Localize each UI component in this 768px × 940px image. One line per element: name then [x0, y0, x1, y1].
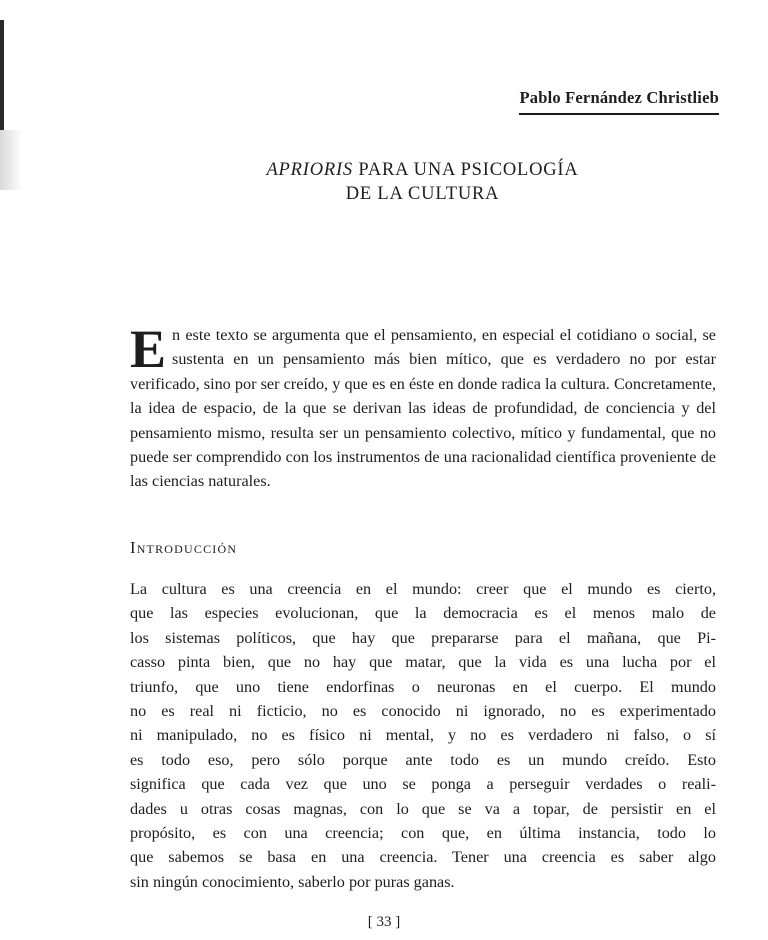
author-name: Pablo Fernández Christlieb: [519, 88, 719, 115]
body-line: dades u otras cosas magnas, con lo que se va a topar, de persistir en el: [130, 799, 716, 818]
body-line: que sabemos se basa en una creencia. Tener una creencia es saber algo: [130, 848, 716, 867]
abstract-text: n este texto se argumenta que el pensamiento, en especial el cotidiano o social, se sustenta en un pensamiento más bien mítico, que es verdadero no por estar verificado, sino por ser creído, y que es en éste en donde radica la cultura. Concretamente, la idea de espacio, de la que se derivan las ideas de profundidad, de conciencia y del pensamiento mismo, resulta ser un pensamiento colectivo, mítico y fundamental, que no puede ser comprendido con los instrumentos de una racionalidad científica proveniente de las ciencias naturales.: [130, 326, 716, 491]
scan-edge-mark: [0, 20, 4, 130]
abstract: [130, 319, 716, 494]
running-header: [519, 88, 719, 115]
scan-smudge: [0, 130, 22, 190]
body-line: significa que cada vez que uno se ponga a perseguir verdades o reali-: [130, 775, 716, 794]
body-line: casso pinta bien, que no hay que matar, que la vida es una lucha por el: [130, 653, 716, 672]
body-line: que las especies evolucionan, que la democracia es el menos malo de: [130, 604, 716, 623]
drop-cap: E: [130, 319, 167, 379]
body-line: sin ningún conocimiento, saberlo por puras ganas.: [130, 872, 455, 891]
section-heading: Introducción: [130, 538, 238, 557]
body-line: es todo eso, pero sólo porque ante todo es un mundo creído. Esto: [130, 750, 716, 769]
title-line-1-rest: PARA UNA PSICOLOGÍA: [353, 160, 579, 180]
title-line-1: [130, 158, 715, 182]
body-paragraph: [130, 577, 716, 894]
title-line-2: DE LA CULTURA: [345, 184, 500, 204]
page-number: [ 33 ]: [367, 914, 401, 930]
body-line: La cultura es una creencia en el mundo: creer que el mundo es cierto,: [130, 580, 716, 598]
body-line: triunfo, que uno tiene endorfinas o neuronas en el cuerpo. El mundo: [130, 677, 716, 696]
article-title: [130, 158, 715, 206]
body-line: no es real ni ficticio, no es conocido ni ignorado, no es experimentado: [130, 702, 716, 721]
body-line: los sistemas políticos, que hay que prepararse para el mañana, que Pi-: [130, 628, 716, 647]
body-line: ni manipulado, no es físico ni mental, y no es verdadero ni falso, o sí: [130, 726, 716, 745]
body-line: propósito, es con una creencia; con que, en última instancia, todo lo: [130, 824, 716, 843]
title-italic-word: APRIORIS: [266, 160, 353, 180]
